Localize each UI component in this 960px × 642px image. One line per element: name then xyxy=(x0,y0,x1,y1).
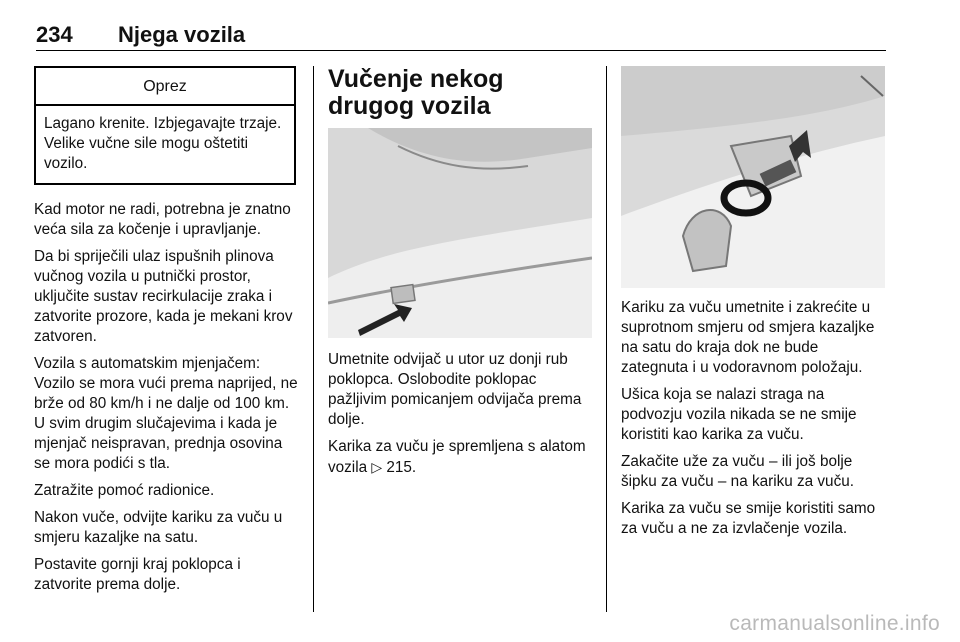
page-title: Njega vozila xyxy=(118,22,246,47)
paragraph: Vozila s automatskim mjenjačem: Vozilo se mora vući prema naprijed, ne brže od 80 km/h i ne dalje od 100 km. U svim drugim slučajevima i kada je mjenjač neispravan, prednja osovina se mora podići s tla. xyxy=(34,355,298,472)
column-divider-right xyxy=(606,66,607,612)
caution-text: Lagano krenite. Izbjegavajte trzaje. Velike vučne sile mogu oštetiti vozilo. xyxy=(44,115,282,172)
paragraph: Kad motor ne radi, potrebna je znatno veća sila za kočenje i upravljanje. xyxy=(34,201,291,238)
page-number: 234 xyxy=(36,22,73,47)
column-left xyxy=(34,66,298,602)
paragraph-with-xref xyxy=(328,437,592,478)
section-heading: Vučenje nekog drugog vozila xyxy=(328,65,504,120)
paragraph: Umetnite odvijač u utor uz donji rub poklopca. Oslobodite poklopac pažljivim pomicanjem odvijača prema dolje. xyxy=(328,351,582,428)
paragraph: Ušica koja se nalazi straga na podvozju vozila nikada se ne smije koristiti kao karika za vuču. xyxy=(621,386,857,443)
header-rule xyxy=(36,50,886,51)
paragraph: Nakon vuče, odvijte kariku za vuču u smjeru kazaljke na satu. xyxy=(34,509,283,546)
column-right xyxy=(621,66,887,546)
paragraph: Da bi spriječili ulaz ispušnih plinova vučnog vozila u putnički prostor, uključite sustav recirkulacije zraka i zatvorite prozore, kada je mekani krov zatvoren. xyxy=(34,248,293,345)
caution-title: Oprez xyxy=(36,68,294,106)
illustration-towing-eye xyxy=(621,66,885,288)
paragraph: Zatražite pomoć radionice. xyxy=(34,482,215,499)
paragraph-text: Karika za vuču je spremljena s alatom vozila xyxy=(328,438,586,476)
caution-box xyxy=(34,66,296,185)
watermark: carmanualsonline.info xyxy=(729,612,940,635)
left-paragraphs xyxy=(34,200,298,595)
paragraph: Kariku za vuču umetnite i zakrećite u suprotnom smjeru od smjera kazaljke na satu do kraja dok ne bude zategnuta i u vodoravnom položaju. xyxy=(621,299,875,376)
xref-page: 215. xyxy=(386,459,417,476)
page-header xyxy=(36,22,884,52)
column-middle xyxy=(328,66,592,485)
paragraph: Zakačite uže za vuču – ili još bolje šipku za vuču – na kariku za vuču. xyxy=(621,453,854,490)
triangle-right-icon: ▷ xyxy=(371,459,383,475)
illustration-cover-removal xyxy=(328,128,592,338)
paragraph: Karika za vuču se smije koristiti samo za vuču a ne za izvlačenje vozila. xyxy=(621,500,876,537)
paragraph: Postavite gornji kraj poklopca i zatvorite prema dolje. xyxy=(34,556,241,593)
column-divider-left xyxy=(313,66,314,612)
